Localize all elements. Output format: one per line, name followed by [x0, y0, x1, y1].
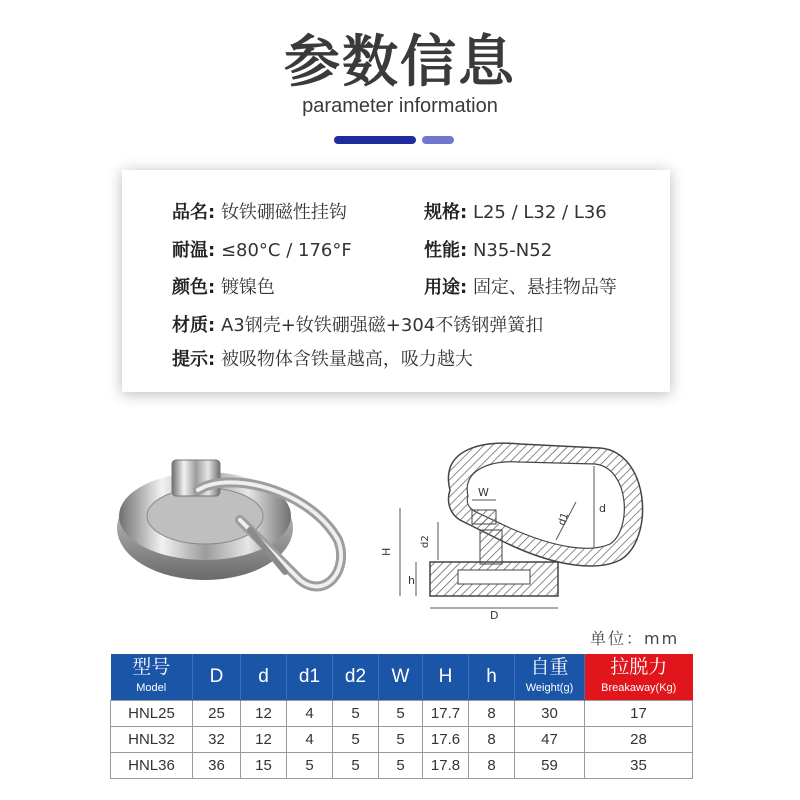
product-photo-magnetic-hook [110, 450, 360, 620]
header-h: h [469, 654, 515, 700]
spec-material-value: A3钢壳+钕铁硼强磁+304不锈钢弹簧扣 [220, 315, 544, 336]
table-row [111, 726, 693, 752]
cell-model: HNL36 [111, 752, 193, 778]
spec-color-label: 颜色: [172, 277, 216, 298]
spec-name-label: 品名: [172, 202, 216, 223]
spec-tip-label: 提示: [172, 349, 216, 370]
diagram-label-d: d [599, 502, 606, 515]
cell-weight: 30 [515, 700, 585, 726]
spec-use [424, 273, 617, 299]
unit-note: 单位：mm [590, 629, 680, 648]
cell-breakaway: 35 [585, 752, 693, 778]
cell-breakaway: 17 [585, 700, 693, 726]
cell-d1: 4 [287, 700, 333, 726]
cell-model: HNL25 [111, 700, 193, 726]
header-model: 型号 Model [111, 654, 193, 700]
spec-table [110, 654, 693, 779]
cell-d2: 5 [333, 752, 379, 778]
spec-perf-label: 性能: [424, 240, 468, 261]
spec-temp [172, 236, 352, 262]
accent-bar-primary [334, 136, 416, 144]
spec-color [172, 273, 275, 299]
cell-H: 17.8 [423, 752, 469, 778]
technical-dimension-diagram [380, 430, 670, 620]
spec-size-label: 规格: [424, 202, 468, 223]
header-breakaway: 拉脱力 Breakaway(Kg) [585, 654, 693, 700]
spec-name-value: 钕铁硼磁性挂钩 [220, 202, 347, 223]
cell-H: 17.6 [423, 726, 469, 752]
cell-d: 12 [241, 700, 287, 726]
diagram-label-d2: d2 [420, 535, 431, 548]
spec-temp-label: 耐温: [172, 240, 216, 261]
header-D: D [193, 654, 241, 700]
spec-name [172, 198, 347, 224]
spec-temp-value: ≤80°C / 176°F [220, 240, 352, 261]
spec-use-label: 用途: [424, 277, 468, 298]
cell-W: 5 [379, 726, 423, 752]
cell-d1: 4 [287, 726, 333, 752]
cell-breakaway: 28 [585, 726, 693, 752]
cell-weight: 47 [515, 726, 585, 752]
diagram-label-H: H [380, 547, 393, 556]
spec-tip [172, 345, 473, 371]
diagram-label-W: W [478, 486, 489, 499]
cell-d2: 5 [333, 700, 379, 726]
diagram-label-h: h [408, 574, 415, 587]
cell-h: 8 [469, 700, 515, 726]
header-H: H [423, 654, 469, 700]
header-d2: d2 [333, 654, 379, 700]
spec-material [172, 311, 543, 337]
header-W: W [379, 654, 423, 700]
accent-bar-secondary [422, 136, 454, 144]
cell-W: 5 [379, 700, 423, 726]
cell-weight: 59 [515, 752, 585, 778]
cell-d1: 5 [287, 752, 333, 778]
spec-perf-value: N35-N52 [472, 240, 553, 261]
header-d: d [241, 654, 287, 700]
cell-d: 12 [241, 726, 287, 752]
cell-h: 8 [469, 752, 515, 778]
spec-size-value: L25 / L32 / L36 [472, 202, 607, 223]
cell-D: 25 [193, 700, 241, 726]
table-header-row [111, 654, 693, 700]
cell-H: 17.7 [423, 700, 469, 726]
table-row [111, 752, 693, 778]
cell-model: HNL32 [111, 726, 193, 752]
cell-d2: 5 [333, 726, 379, 752]
spec-size [424, 198, 607, 224]
spec-perf [424, 236, 552, 262]
cell-d: 15 [241, 752, 287, 778]
header-weight: 自重 Weight(g) [515, 654, 585, 700]
cell-D: 36 [193, 752, 241, 778]
cell-W: 5 [379, 752, 423, 778]
page-subtitle: parameter information [302, 95, 498, 117]
spec-card [122, 170, 670, 392]
spec-material-label: 材质: [172, 315, 216, 336]
header-d1: d1 [287, 654, 333, 700]
table-row [111, 700, 693, 726]
page-title: 参数信息 [284, 30, 516, 95]
spec-color-value: 镀镍色 [220, 277, 275, 298]
spec-use-value: 固定、悬挂物品等 [472, 277, 617, 298]
spec-tip-value: 被吸物体含铁量越高，吸力越大 [220, 349, 473, 370]
diagram-label-d1: d1 [556, 511, 572, 528]
cell-h: 8 [469, 726, 515, 752]
cell-D: 32 [193, 726, 241, 752]
diagram-label-D: D [490, 609, 499, 620]
